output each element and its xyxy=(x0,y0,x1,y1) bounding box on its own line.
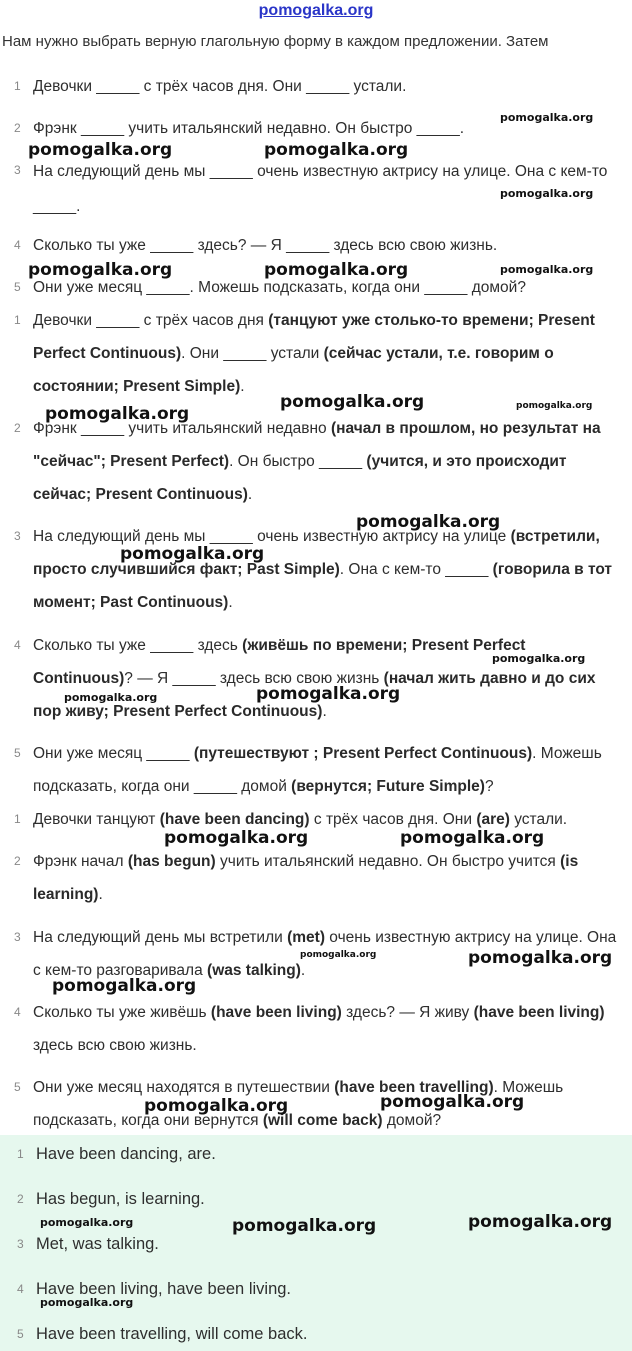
explanation-item xyxy=(0,412,632,511)
explanation-item xyxy=(0,737,632,803)
watermark: pomogalka.org xyxy=(264,260,409,280)
highlight-text: (is learning) xyxy=(33,853,579,903)
watermark: pomogalka.org xyxy=(356,512,501,532)
watermark: pomogalka.org xyxy=(40,1216,134,1229)
highlight-text: (have been dancing) xyxy=(159,811,310,828)
answer-item xyxy=(0,1139,632,1169)
item-number: 3 xyxy=(14,163,21,177)
highlight-text: (говорила в тот момент; Past Continuous) xyxy=(33,561,613,611)
plain-text: с трёх часов дня. Они xyxy=(309,811,477,828)
answer-text: Have been dancing, are. xyxy=(36,1145,216,1163)
highlight-text: (are) xyxy=(476,811,510,828)
plain-text: Девочки _____ с трёх часов дня xyxy=(33,312,269,329)
highlight-text: (will come back) xyxy=(262,1112,383,1129)
item-text xyxy=(33,629,628,728)
item-number: 4 xyxy=(14,1005,21,1019)
highlight-text: (путешествуют ; Present Perfect Continuous) xyxy=(193,745,533,762)
filled-item xyxy=(0,1071,632,1137)
task-text: Девочки _____ с трёх часов дня. Они _____ устали. xyxy=(33,78,407,95)
plain-text: Они уже месяц _____ xyxy=(33,745,194,762)
item-number: 1 xyxy=(17,1147,24,1161)
task-text: Фрэнк _____ учить итальянский недавно. Он быстро _____. xyxy=(33,120,465,137)
watermark: pomogalka.org xyxy=(232,1216,377,1236)
plain-text: здесь? — Я живу xyxy=(341,1004,474,1021)
item-number: 3 xyxy=(14,529,21,543)
task-text: На следующий день мы _____ очень известную актрису на улице. Она с кем-то _____. xyxy=(33,163,608,215)
answer-text: Met, was talking. xyxy=(36,1235,159,1253)
highlight-text: (сейчас устали, т.е. говорим о состоянии; Present Simple) xyxy=(33,345,554,395)
plain-text: ? — Я _____ здесь всю свою жизнь xyxy=(124,670,384,687)
answer-text: Have been travelling, will come back. xyxy=(36,1325,308,1343)
watermark: pomogalka.org xyxy=(500,187,594,200)
plain-text: Сколько ты уже _____ здесь xyxy=(33,637,243,654)
highlight-text: (has begun) xyxy=(127,853,216,870)
filled-item xyxy=(0,845,632,911)
item-text xyxy=(33,996,628,1062)
explanation-item xyxy=(0,520,632,619)
plain-text: . Она с кем-то _____ xyxy=(339,561,493,578)
explanation-item xyxy=(0,304,632,403)
plain-text: На следующий день мы встретили xyxy=(33,929,288,946)
highlight-text: (начал в прошлом, но результат на "сейчас"; Present Perfect) xyxy=(33,420,601,470)
site-logo[interactable]: pomogalka.org xyxy=(258,2,374,19)
task-item xyxy=(0,229,632,262)
filled-item xyxy=(0,996,632,1062)
watermark: pomogalka.org xyxy=(28,260,173,280)
watermark: pomogalka.org xyxy=(400,828,545,848)
item-number: 2 xyxy=(14,121,21,135)
highlight-text: (have been living) xyxy=(210,1004,342,1021)
item-number: 5 xyxy=(17,1327,24,1341)
plain-text: учить итальянский недавно. Он быстро учится xyxy=(215,853,561,870)
plain-text: . xyxy=(98,886,103,903)
plain-text: На следующий день мы _____ очень известную актрису на улице xyxy=(33,528,511,545)
plain-text: . xyxy=(247,486,253,503)
plain-text: . Можешь подсказать, когда они вернутся xyxy=(33,1079,564,1129)
answers-panel xyxy=(0,1135,632,1351)
highlight-text: (have been living) xyxy=(473,1004,605,1021)
item-number: 1 xyxy=(14,812,21,826)
highlight-text: (учится, и это происходит сейчас; Present Continuous) xyxy=(33,453,567,503)
plain-text: . xyxy=(322,703,327,720)
task-text: Сколько ты уже _____ здесь? — Я _____ здесь всю свою жизнь. xyxy=(33,237,498,254)
plain-text: здесь всю свою жизнь. xyxy=(33,1037,197,1054)
item-text xyxy=(33,845,628,911)
watermark: pomogalka.org xyxy=(500,111,594,124)
plain-text: . xyxy=(240,378,245,395)
item-text xyxy=(33,520,628,619)
answer-text: Has begun, is learning. xyxy=(36,1190,205,1208)
plain-text: . Он быстро _____ xyxy=(229,453,367,470)
plain-text: Фрэнк _____ учить итальянский недавно xyxy=(33,420,331,437)
item-number: 3 xyxy=(17,1237,24,1251)
highlight-text: (живёшь по времени; Present Perfect Continuous) xyxy=(33,637,526,687)
watermark: pomogalka.org xyxy=(40,1296,134,1309)
highlight-text: (начал жить давно и до сих пор живу; Present Perfect Continuous) xyxy=(33,670,596,720)
item-text xyxy=(33,304,628,403)
watermark: pomogalka.org xyxy=(300,950,377,960)
watermark: pomogalka.org xyxy=(380,1092,525,1112)
item-text xyxy=(33,737,628,803)
plain-text: . xyxy=(300,962,306,979)
answer-text: Have been living, have been living. xyxy=(36,1280,292,1298)
item-number: 1 xyxy=(14,79,21,93)
item-number: 5 xyxy=(14,280,21,294)
watermark: pomogalka.org xyxy=(264,140,409,160)
plain-text: . Они _____ устали xyxy=(181,345,324,362)
plain-text: очень известную актрису на улице. Она с кем-то разговаривала xyxy=(33,929,617,979)
highlight-text: (met) xyxy=(287,929,325,946)
plain-text: домой? xyxy=(382,1112,442,1129)
item-number: 4 xyxy=(14,238,21,252)
watermark: pomogalka.org xyxy=(52,976,197,996)
item-number: 1 xyxy=(14,313,21,327)
watermark: pomogalka.org xyxy=(516,401,593,411)
plain-text: Они уже месяц находятся в путешествии xyxy=(33,1079,335,1096)
item-text xyxy=(33,1071,628,1137)
item-number: 2 xyxy=(14,421,21,435)
watermark: pomogalka.org xyxy=(45,404,190,424)
item-number: 4 xyxy=(17,1282,24,1296)
highlight-text: (танцуют уже столько-то времени; Present Perfect Continuous) xyxy=(33,312,595,362)
watermark: pomogalka.org xyxy=(144,1096,289,1116)
task-item xyxy=(0,70,632,103)
answer-item xyxy=(0,1184,632,1214)
item-number: 2 xyxy=(17,1192,24,1206)
plain-text: ? xyxy=(484,778,494,795)
plain-text: Сколько ты уже живёшь xyxy=(33,1004,211,1021)
item-number: 4 xyxy=(14,638,21,652)
watermark: pomogalka.org xyxy=(64,691,158,704)
plain-text: . xyxy=(228,594,233,611)
highlight-text: (вернутся; Future Simple) xyxy=(291,778,485,795)
plain-text: Девочки танцуют xyxy=(33,811,160,828)
watermark: pomogalka.org xyxy=(280,392,425,412)
watermark: pomogalka.org xyxy=(500,263,594,276)
watermark: pomogalka.org xyxy=(468,948,613,968)
item-number: 5 xyxy=(14,1080,21,1094)
plain-text: устали. xyxy=(509,811,568,828)
item-number: 5 xyxy=(14,746,21,760)
watermark: pomogalka.org xyxy=(120,544,265,564)
watermark: pomogalka.org xyxy=(492,652,586,665)
item-number: 3 xyxy=(14,930,21,944)
highlight-text: (встретили, просто случившийся факт; Past Simple) xyxy=(33,528,600,578)
explanation-item xyxy=(0,629,632,728)
highlight-text: (was talking) xyxy=(207,962,301,979)
watermark: pomogalka.org xyxy=(164,828,309,848)
watermark: pomogalka.org xyxy=(256,684,401,704)
task-text: Они уже месяц _____. Можешь подсказать, когда они _____ домой? xyxy=(33,279,526,296)
plain-text: Фрэнк начал xyxy=(33,853,128,870)
answer-item xyxy=(0,1319,632,1349)
item-number: 2 xyxy=(14,854,21,868)
watermark: pomogalka.org xyxy=(28,140,173,160)
plain-text: . Можешь подсказать, когда они _____ домой xyxy=(33,745,602,795)
intro-text: Нам нужно выбрать верную глагольную форму в каждом предложении. Затем xyxy=(2,33,549,50)
item-text xyxy=(33,412,628,511)
highlight-text: (have been travelling) xyxy=(334,1079,494,1096)
watermark: pomogalka.org xyxy=(468,1212,613,1232)
